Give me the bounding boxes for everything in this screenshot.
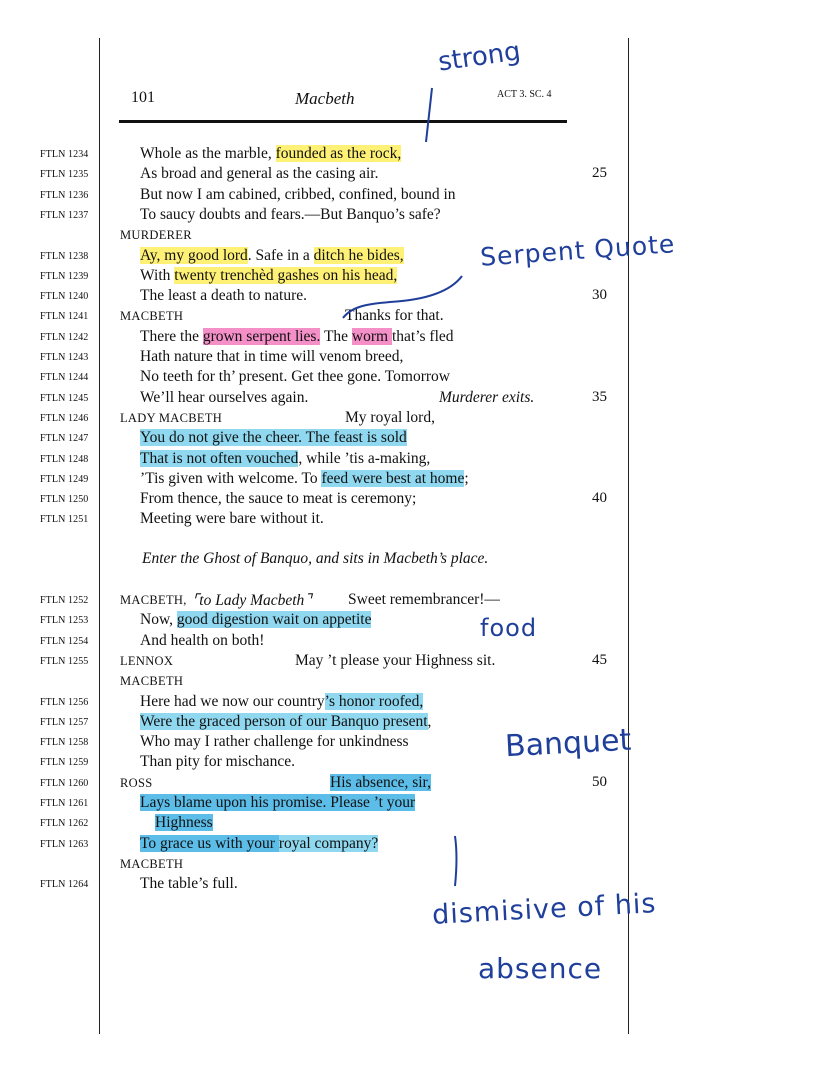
ftln-number: FTLN 1259 [40, 757, 89, 769]
text-segment: With [140, 266, 175, 284]
ftln-number: FTLN 1257 [40, 716, 89, 728]
highlighted-text: You do not give the cheer. The feast is sold [140, 429, 407, 447]
stage-direction: Enter the Ghost of Banquo, and sits in Macbeth’s place. [142, 549, 489, 567]
annotation-dismissive-1: dismisive of his [431, 888, 658, 931]
text-segment: The least a death to nature. [140, 287, 307, 305]
ftln-number: FTLN 1235 [40, 169, 89, 181]
text-segment: , [427, 712, 432, 730]
strong-pointer-stroke [426, 88, 432, 142]
ftln-number: FTLN 1253 [40, 615, 89, 627]
text-segment: Whole as the marble, [140, 145, 276, 162]
highlighted-text: Ay, my good lord [140, 246, 248, 264]
text-segment: . Safe in a [247, 246, 314, 264]
line-number: 30 [592, 287, 607, 304]
text-segment: And health on both! [140, 631, 265, 649]
highlighted-text: founded as the rock, [275, 145, 402, 162]
speaker-name: MACBETH, [120, 593, 187, 607]
highlighted-text: His absence, sir, [330, 773, 431, 791]
highlighted-text: Highness [155, 814, 213, 832]
annotation-serpent-quote: Serpent Quote [479, 229, 677, 272]
text-segment: Now, [140, 611, 177, 629]
line-number: 40 [592, 490, 607, 507]
ftln-number: FTLN 1248 [40, 453, 89, 465]
ftln-number: FTLN 1263 [40, 838, 89, 850]
ftln-number: FTLN 1247 [40, 433, 89, 445]
highlighted-text: good digestion wait on appetite [176, 611, 372, 629]
text-segment: To saucy doubts and fears.—But Banquo’s safe? [140, 205, 441, 223]
text-segment: Here had we now our country [140, 692, 325, 710]
annotation-dismissive-2: absence [478, 952, 603, 985]
ftln-number: FTLN 1242 [40, 331, 89, 343]
page-title: Macbeth [295, 89, 355, 108]
ftln-number: FTLN 1240 [40, 291, 89, 303]
ftln-number: FTLN 1256 [40, 696, 89, 708]
highlighted-text: Were the graced person of our Banquo present [140, 712, 428, 730]
dismissive-pointer-stroke [455, 836, 457, 886]
highlighted-text: ditch he bides, [313, 246, 404, 264]
text-segment: May ’t please your Highness sit. [295, 651, 496, 669]
ftln-number: FTLN 1258 [40, 737, 89, 749]
text-segment: Than pity for mischance. [140, 753, 295, 771]
highlighted-text: Lays blame upon his promise. Please ’t your [140, 794, 416, 811]
speaker-name: MACBETH [120, 856, 184, 871]
highlighted-text: twenty trenchèd gashes on his head, [174, 266, 398, 284]
page-number: 101 [131, 89, 155, 106]
ftln-number: FTLN 1243 [40, 352, 89, 363]
annotation-banquet: Banquet [504, 722, 633, 765]
text-segment: We’ll hear ourselves again. [140, 388, 309, 406]
text-segment: The [320, 327, 352, 345]
text-segment: Thanks for that. [345, 307, 444, 325]
serpent-pointer-stroke [343, 276, 462, 318]
text-segment: Meeting were bare without it. [140, 510, 324, 528]
speaker-name: MURDERER [120, 228, 192, 243]
annotation-food: food [480, 614, 538, 642]
speaker-name: MACBETH [120, 309, 184, 324]
text-segment: As broad and general as the casing air. [140, 165, 379, 183]
text-segment: There the [140, 327, 203, 345]
ftln-number: FTLN 1238 [40, 250, 89, 262]
highlighted-text: That is not often vouched [140, 449, 299, 467]
text-segment: Hath nature that in time will venom breed, [140, 348, 404, 365]
highlighted-text: grown serpent lies. [202, 327, 321, 345]
annotation-strong: strong [436, 36, 523, 78]
speaker-name: ROSS [120, 775, 153, 790]
speaker-name: LADY MACBETH [120, 410, 223, 425]
speaker-name: MACBETH [120, 674, 184, 689]
ftln-number: FTLN 1250 [40, 494, 89, 506]
ftln-number: FTLN 1237 [40, 209, 89, 221]
text-segment: ’Tis given with welcome. To [140, 469, 322, 487]
speaker-name: LENNOX [120, 653, 174, 668]
highlighted-text: worm [351, 327, 392, 345]
ftln-number: FTLN 1236 [40, 189, 89, 201]
line-number: 35 [592, 388, 607, 405]
ftln-number: FTLN 1246 [40, 412, 89, 424]
ftln-number: FTLN 1234 [40, 149, 89, 160]
highlighted-text: feed were best at home [321, 469, 465, 487]
ftln-number: FTLN 1255 [40, 655, 89, 667]
ftln-number: FTLN 1241 [40, 311, 89, 323]
text-segment: that’s fled [391, 327, 454, 345]
text-segment: Who may I rather challenge for unkindness [140, 733, 409, 751]
exit-direction: Murderer exits. [439, 388, 535, 406]
ftln-number: FTLN 1260 [40, 777, 89, 789]
line-number: 45 [592, 651, 607, 668]
ftln-number: FTLN 1251 [40, 514, 89, 526]
text-segment: No teeth for th’ present. Get thee gone. Tomorrow [140, 368, 450, 386]
ftln-number: FTLN 1262 [40, 818, 89, 830]
text-segment: My royal lord, [345, 408, 435, 426]
text-segment: But now I am cabined, cribbed, confined, bound in [140, 185, 456, 203]
text-segment: The table’s full. [140, 875, 238, 893]
ftln-number: FTLN 1245 [40, 392, 89, 404]
ftln-number: FTLN 1264 [40, 879, 89, 891]
text-segment: , while ’tis a-making, [298, 449, 431, 467]
ftln-number: FTLN 1261 [40, 798, 89, 809]
text-segment: From thence, the sauce to meat is ceremony; [140, 490, 417, 508]
line-number: 50 [592, 773, 607, 790]
line-number: 25 [592, 165, 607, 182]
highlighted-text: ’s honor roofed, [324, 692, 424, 710]
ftln-number: FTLN 1239 [40, 270, 89, 282]
ftln-number: FTLN 1254 [40, 635, 89, 647]
aside-direction: ⌜to Lady Macbeth⌝ [192, 592, 312, 609]
highlighted-text: To grace us with your [140, 834, 279, 852]
highlighted-text: royal company? [278, 834, 379, 852]
ftln-number: FTLN 1252 [40, 595, 89, 606]
act-scene: ACT 3. SC. 4 [497, 89, 552, 100]
text-segment: Sweet remembrancer!— [348, 591, 500, 608]
ftln-number: FTLN 1249 [40, 473, 89, 485]
text-segment: ; [464, 469, 469, 487]
ftln-number: FTLN 1244 [40, 372, 89, 384]
